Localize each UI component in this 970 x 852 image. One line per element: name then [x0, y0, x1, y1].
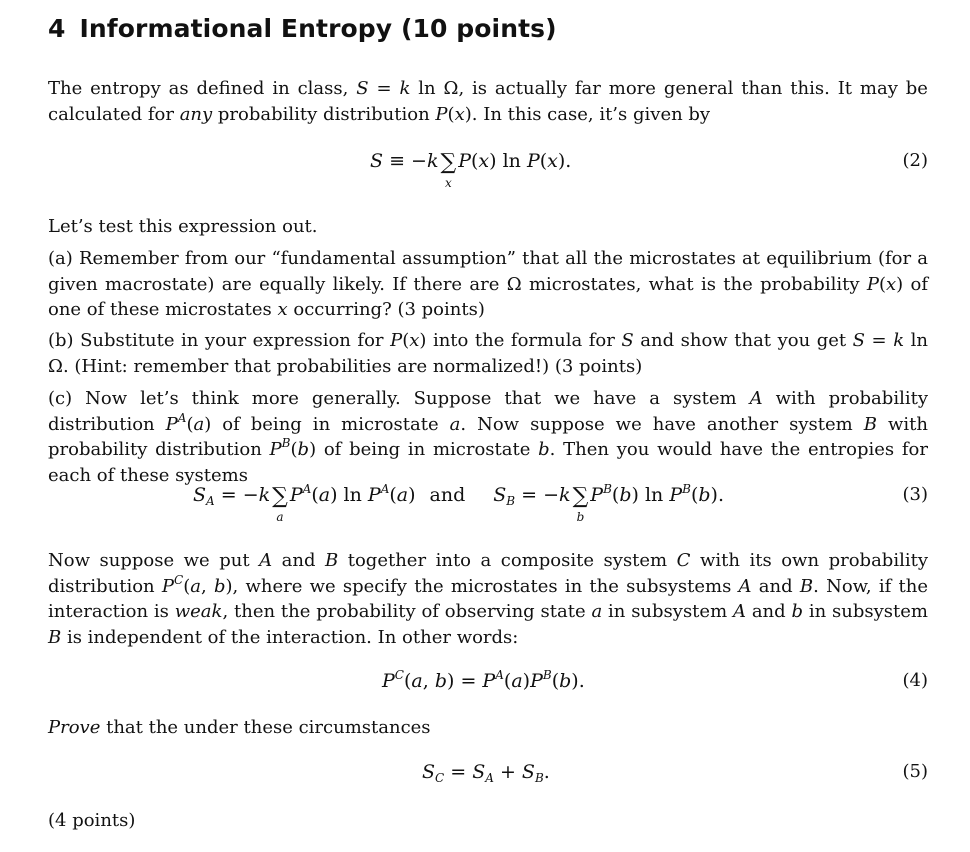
- composite-text-7: . Now, if the interaction is: [48, 575, 929, 622]
- composite-weak: weak: [174, 601, 223, 622]
- equation-5: $S_C = S_A + S_B$. (5): [422, 761, 928, 785]
- test-line: Let’s test this expression out.: [48, 216, 318, 237]
- composite-text-8: , then the probability of observing state: [222, 601, 592, 622]
- points-line: (4 points): [48, 810, 136, 831]
- intro-text-4: . In this case, it’s given by: [471, 103, 711, 125]
- composite-text-5: , where we specify the microstates in the subsystems: [232, 575, 739, 597]
- composite-text-2: and: [272, 550, 325, 571]
- composite-text-3: together into a composite system: [338, 550, 677, 571]
- part-c-text-1: (c) Now let’s think more generally. Suppose that we have a system: [48, 388, 750, 409]
- intro-paragraph: The entropy as defined in class, S = k ln Ω, is actually far more general than this. It may be calculated for any probability distribution P(x). In this case, it’s given by: [48, 78, 928, 125]
- composite-text-4: with its own probability distribution: [48, 550, 928, 597]
- part-c: (c) Now let’s think more generally. Suppose that we have a system A with probability distribution $P^A(a)$ of being in microstate a. Now suppose we have another system B with probability distribution $P^B(b)$ of being in microstate b. Then you would have the entropies for each of these systems: [48, 388, 928, 486]
- composite-text-1: Now suppose we put: [48, 550, 260, 571]
- prove-rest: that the under these circumstances: [100, 717, 431, 738]
- sum-symbol: ∑ x: [440, 150, 457, 190]
- intro-any: any: [179, 103, 213, 125]
- sum-symbol-b: ∑ b: [572, 484, 589, 524]
- prove-line: [48, 715, 928, 741]
- part-a-text-2: of one of these microstates: [48, 273, 928, 320]
- part-c-text-3: of being in microstate: [211, 413, 450, 435]
- sum-index-x: x: [444, 176, 452, 190]
- part-b: (b) Substitute in your expression for P(x) into the formula for S and show that you get S = k ln Ω. (Hint: remember that probabilities are normalized!) (3 points): [48, 330, 928, 377]
- and-word: and: [429, 484, 466, 506]
- part-b-text-2: into the formula for: [426, 330, 622, 351]
- section-title: Informational Entropy (10 points): [79, 14, 557, 43]
- prove-word: Prove: [48, 717, 101, 738]
- composite-text-6: and: [751, 575, 800, 597]
- composite-text-12: is independent of the interaction. In other words:: [61, 626, 519, 648]
- equation-2: S ≡ −k∑ x P(x) ln P(x). (2): [370, 150, 928, 190]
- composite-paragraph: Now suppose we put A and B together into a composite system C with its own probability distribution $P^C(a$, b), where we specify the microstates in the subsystems A and B. Now, if the interaction is weak, then the probability of observing state a in subsystem A and b in subsystem B is independent of the interaction. In other words:: [48, 550, 929, 648]
- equation-number-3: (3): [902, 484, 928, 505]
- part-c-text-5: with probability distribution: [48, 413, 928, 460]
- equation-number-4: (4): [902, 670, 928, 691]
- equation-4: $P^C(a$, $b) = P^A(a)P^B(b)$. (4): [382, 668, 928, 692]
- part-a: (a) Remember from our “fundamental assumption” that all the microstates at equilibrium (for a given macrostate) are equally likely. If there are Ω microstates, what is the probability P(x) of one of these microstates x occurring? (3 points): [48, 248, 928, 320]
- sum-symbol-a: ∑ a: [272, 484, 288, 524]
- section-heading: [48, 14, 557, 43]
- composite-text-10: and: [745, 601, 792, 622]
- composite-text-9: in subsystem: [602, 601, 733, 622]
- part-c-text-7: . Then you would have the entropies for each of these systems: [48, 439, 928, 486]
- section-number: 4: [48, 14, 66, 43]
- part-b-text-3: and show that you get: [633, 330, 853, 351]
- composite-text-11: in subsystem: [803, 601, 928, 622]
- sum-index-a: a: [276, 510, 284, 524]
- part-c-text-4: . Now suppose we have another system: [460, 413, 864, 435]
- sum-index-b: b: [576, 510, 585, 524]
- part-c-text-2: with probability distribution: [48, 388, 928, 435]
- part-a-text-1: (a) Remember from our “fundamental assumption” that all the microstates at equilibrium (for a given macrostate) are equally likely. If there are Ω microstates, what is the probability: [48, 248, 928, 295]
- part-b-text-4: . (Hint: remember that probabilities are normalized!) (3 points): [62, 355, 643, 377]
- equation-number-5: (5): [902, 761, 928, 782]
- equation-3: $S_A = -k\sum$ a $P^A(a)$ $\ln P^A(a)$ and $S_B = -k\sum$ b $P^B(b)$ $\ln P^B(b)$. (3): [193, 482, 928, 524]
- math-S-eq: S: [356, 78, 369, 99]
- intro-text-3: probability distribution: [212, 103, 436, 125]
- equation-number-2: (2): [902, 150, 928, 171]
- math-Px: P: [435, 103, 448, 125]
- part-c-text-6: of being in microstate: [316, 439, 539, 460]
- part-b-text-1: (b) Substitute in your expression for: [48, 330, 391, 351]
- part-a-text-3: occurring? (3 points): [287, 299, 485, 320]
- intro-text-2: , is actually far more general than this. It may be calculated for: [48, 78, 928, 125]
- intro-text-1: The entropy as defined in class,: [48, 78, 357, 99]
